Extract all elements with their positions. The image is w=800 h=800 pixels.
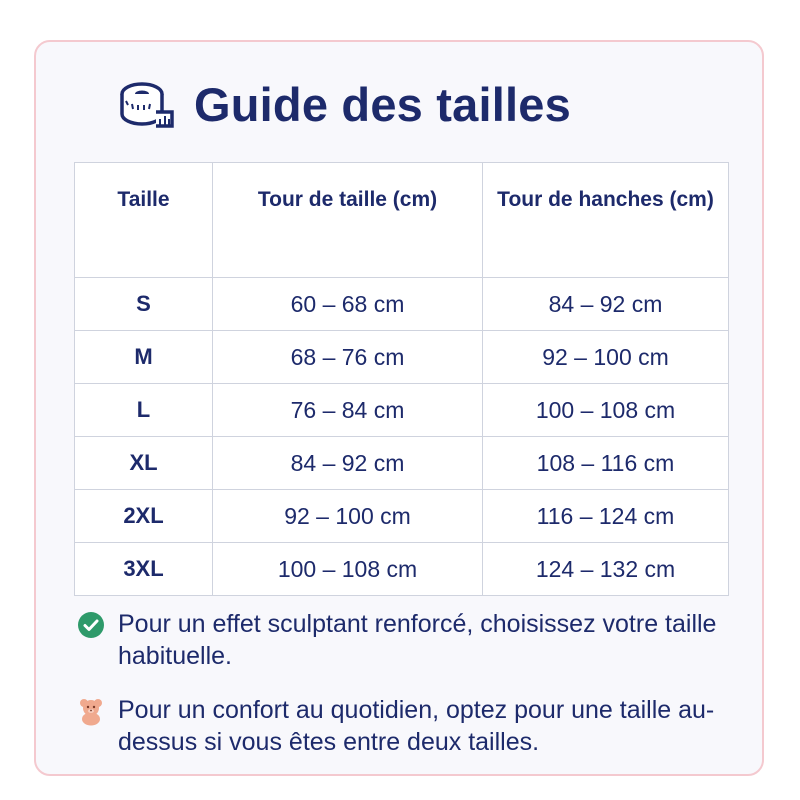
table-row <box>75 384 729 437</box>
waist-cell: 92 – 100 cm <box>213 490 483 543</box>
hips-cell: 92 – 100 cm <box>483 331 729 384</box>
table-row <box>75 490 729 543</box>
size-table <box>74 162 729 596</box>
teddy-bear-icon <box>76 696 106 726</box>
hips-cell: 116 – 124 cm <box>483 490 729 543</box>
waist-cell: 60 – 68 cm <box>213 278 483 331</box>
waist-cell: 84 – 92 cm <box>213 437 483 490</box>
note-text: Pour un effet sculptant renforcé, choisissez votre taille habituelle. <box>118 610 717 670</box>
size-cell: XL <box>75 437 213 490</box>
table-header-row <box>75 163 729 278</box>
hips-cell: 124 – 132 cm <box>483 543 729 596</box>
size-cell: 3XL <box>75 543 213 596</box>
note-item <box>76 694 736 758</box>
hips-cell: 108 – 116 cm <box>483 437 729 490</box>
waist-cell: 68 – 76 cm <box>213 331 483 384</box>
waist-cell: 100 – 108 cm <box>213 543 483 596</box>
waist-cell: 76 – 84 cm <box>213 384 483 437</box>
table-row <box>75 437 729 490</box>
hips-cell: 100 – 108 cm <box>483 384 729 437</box>
notes-list <box>76 608 736 780</box>
note-text: Pour un confort au quotidien, optez pour une taille au-dessus si vous êtes entre deux tailles. <box>118 696 715 756</box>
size-cell: S <box>75 278 213 331</box>
size-cell: 2XL <box>75 490 213 543</box>
title-row <box>116 74 571 134</box>
page-title: Guide des tailles <box>194 77 571 131</box>
table-row <box>75 278 729 331</box>
column-header-waist: Tour de taille (cm) <box>213 163 483 278</box>
table-row <box>75 543 729 596</box>
hips-cell: 84 – 92 cm <box>483 278 729 331</box>
size-guide-card <box>34 40 764 776</box>
column-header-hips: Tour de hanches (cm) <box>483 163 729 278</box>
note-item <box>76 608 736 672</box>
column-header-size: Taille <box>75 163 213 278</box>
measuring-tape-icon <box>116 74 176 134</box>
check-circle-icon <box>76 610 106 640</box>
size-cell: M <box>75 331 213 384</box>
size-cell: L <box>75 384 213 437</box>
table-row <box>75 331 729 384</box>
